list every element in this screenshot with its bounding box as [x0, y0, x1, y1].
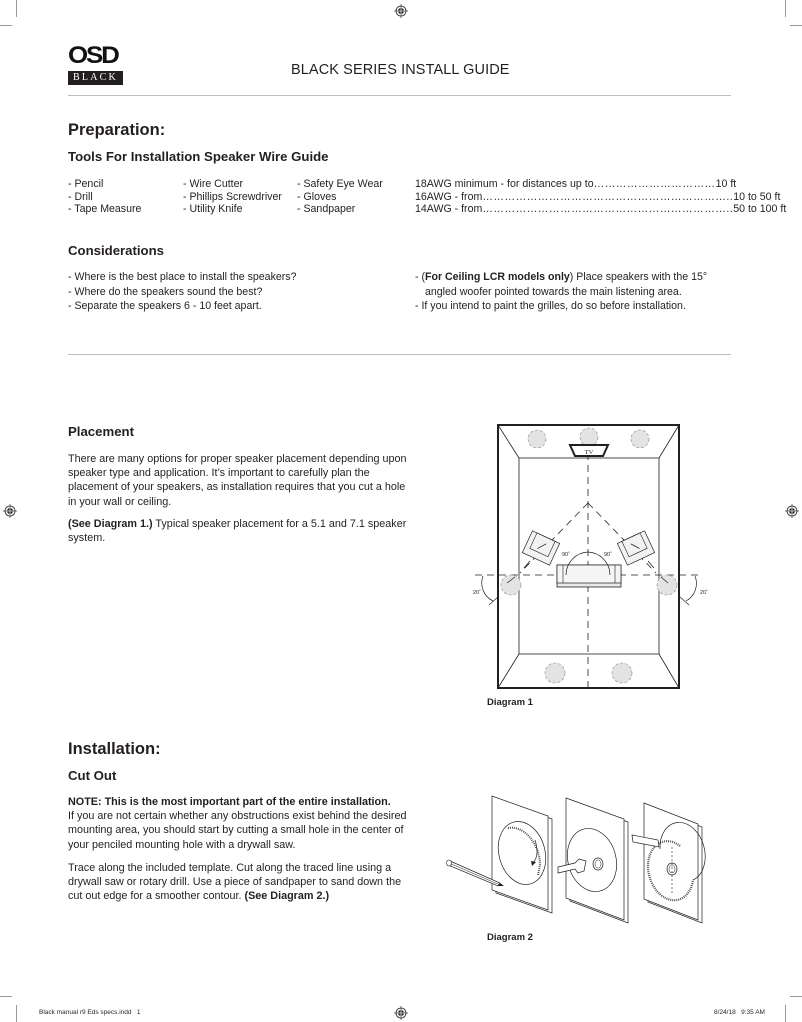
wire-guide-row — [415, 190, 781, 204]
logo-wordmark: OSD — [68, 42, 118, 69]
cutout-instructions — [68, 861, 418, 904]
consideration-item: - If you intend to paint the grilles, do so before installation. — [415, 300, 686, 312]
considerations-right — [415, 270, 707, 314]
tool-item: - Safety Eye Wear — [297, 178, 383, 190]
placement-heading: Placement — [68, 424, 134, 439]
drywall-panel-cut — [632, 803, 705, 923]
wire-guide — [415, 178, 787, 216]
wire-guide-row — [415, 178, 737, 191]
consideration-item — [415, 270, 707, 285]
angle-label-left-20: 20˚ — [473, 590, 481, 596]
crop-mark — [790, 996, 802, 997]
diagram-reference: (See Diagram 2.) — [244, 890, 330, 903]
speaker-center — [580, 428, 598, 446]
leader-dots: ………………………………………………………….. — [482, 203, 734, 216]
cutout-heading: Cut Out — [68, 768, 117, 783]
speaker-side-left — [501, 575, 521, 595]
installation-heading: Installation: — [68, 740, 161, 758]
registration-mark-icon — [394, 1006, 408, 1020]
angle-arc-20 — [482, 576, 493, 601]
tool-item: - Pencil — [68, 178, 104, 190]
crop-mark — [0, 996, 12, 997]
speaker-rear-right — [612, 663, 632, 683]
tool-item: - Tape Measure — [68, 203, 142, 216]
speaker-side-right — [657, 575, 677, 595]
section-divider — [68, 354, 731, 355]
wire-distance: 50 to 100 ft — [733, 203, 787, 216]
cutout-diagram — [440, 785, 730, 930]
registration-mark-icon — [394, 4, 408, 18]
tool-item: - Drill — [68, 190, 93, 203]
angle-label-left-90: 90˚ — [562, 552, 570, 558]
drywall-panel-pilot-hole — [561, 798, 628, 923]
speaker-front-left — [528, 430, 546, 448]
tool-item: - Utility Knife — [183, 203, 243, 216]
logo-subtext: BLACK — [68, 71, 123, 85]
considerations-left — [68, 270, 296, 314]
note-emphasis: NOTE: This is the most important part of the entire installation. — [68, 796, 391, 808]
wire-distance: 10 to 50 ft — [733, 190, 781, 203]
crop-mark — [785, 1005, 786, 1022]
angle-label-right-20: 20˚ — [700, 590, 708, 596]
crop-mark — [0, 25, 12, 26]
wire-guide-row — [415, 203, 787, 216]
tool-item: - Wire Cutter — [183, 178, 244, 190]
placement-diagram-reference — [68, 517, 413, 545]
wire-gauge-label: 18AWG minimum - for distances up to — [415, 178, 594, 190]
angle-arc-20 — [686, 576, 696, 601]
tool-item: - Sandpaper — [297, 203, 356, 216]
text-fragment: ) Place speakers with the 15° — [569, 271, 708, 283]
speaker-rear-left — [545, 663, 565, 683]
osd-black-logo — [68, 42, 124, 87]
page-title: BLACK SERIES INSTALL GUIDE — [291, 62, 510, 78]
tv-label: TV — [584, 449, 594, 456]
placement-paragraph: There are many options for proper speaker placement depending upon speaker type and application. It’s important to carefully plan the placement of your speakers, as installation requires that you cut a hole in your wall or ceiling. — [68, 453, 407, 508]
tool-item: - Phillips Screwdriver — [183, 190, 282, 203]
speaker-placement-diagram — [460, 415, 720, 705]
armchair-right — [617, 531, 654, 565]
speaker-front-right — [631, 430, 649, 448]
consideration-item: - Separate the speakers 6 - 10 feet apart. — [68, 300, 262, 312]
header-divider — [68, 95, 731, 96]
room-outer-wall — [498, 425, 679, 688]
tools-heading: Tools For Installation Speaker Wire Guide — [68, 149, 329, 164]
drywall-panel-tracing — [492, 796, 553, 913]
considerations-heading: Considerations — [68, 243, 164, 258]
instruction-text: Trace along the included template. Cut along the traced line using a drywall saw or rotary drill. Use a piece of sandpaper to sand down the cut out edge for a smoother contour. — [68, 862, 402, 903]
footer-timestamp: 8/24/18 9:35 AM — [714, 1009, 765, 1016]
consideration-item: - Where is the best place to install the speakers? — [68, 271, 297, 283]
registration-mark-icon — [785, 504, 799, 518]
armchair-left — [522, 531, 559, 565]
leader-dots: …………………………… — [593, 178, 716, 190]
diagram-reference: (See Diagram 1.) — [68, 518, 153, 530]
consideration-item-continued: angled woofer pointed towards the main listening area. — [425, 285, 682, 298]
wire-gauge-label: 14AWG - from — [415, 203, 483, 216]
crop-mark — [785, 0, 786, 17]
diagram-1-caption: Diagram 1 — [487, 697, 533, 708]
tool-item: - Gloves — [297, 190, 337, 203]
leader-dots: ………………………………………………………….. — [482, 190, 734, 203]
cutout-note — [68, 795, 418, 852]
tools-list-col3 — [297, 178, 383, 216]
text-fragment: Typical speaker placement for a 5.1 and 7.1 speaker system. — [68, 518, 407, 545]
tools-list-col1 — [68, 178, 141, 216]
wire-gauge-label: 16AWG - from — [415, 190, 483, 203]
crop-mark — [790, 25, 802, 26]
note-text: If you are not certain whether any obstructions exist behind the desired mounting area, you should start by cutting a small hole in the center of your penciled mounting hole with a drywall saw. — [68, 810, 407, 851]
registration-mark-icon — [3, 504, 17, 518]
crop-mark — [16, 0, 17, 17]
tools-list-col2 — [183, 178, 282, 216]
consideration-item: - Where do the speakers sound the best? — [68, 285, 263, 298]
wire-distance: 10 ft — [715, 178, 737, 190]
footer-filename: Black manual r9 Eds specs.indd 1 — [39, 1009, 141, 1016]
crop-mark — [16, 1005, 17, 1022]
text-fragment: - ( — [415, 271, 425, 283]
preparation-heading: Preparation: — [68, 121, 166, 139]
angle-label-right-90: 90˚ — [604, 552, 612, 558]
diagram-2-caption: Diagram 2 — [487, 932, 533, 943]
emphasis-text: For Ceiling LCR models only — [425, 271, 570, 283]
